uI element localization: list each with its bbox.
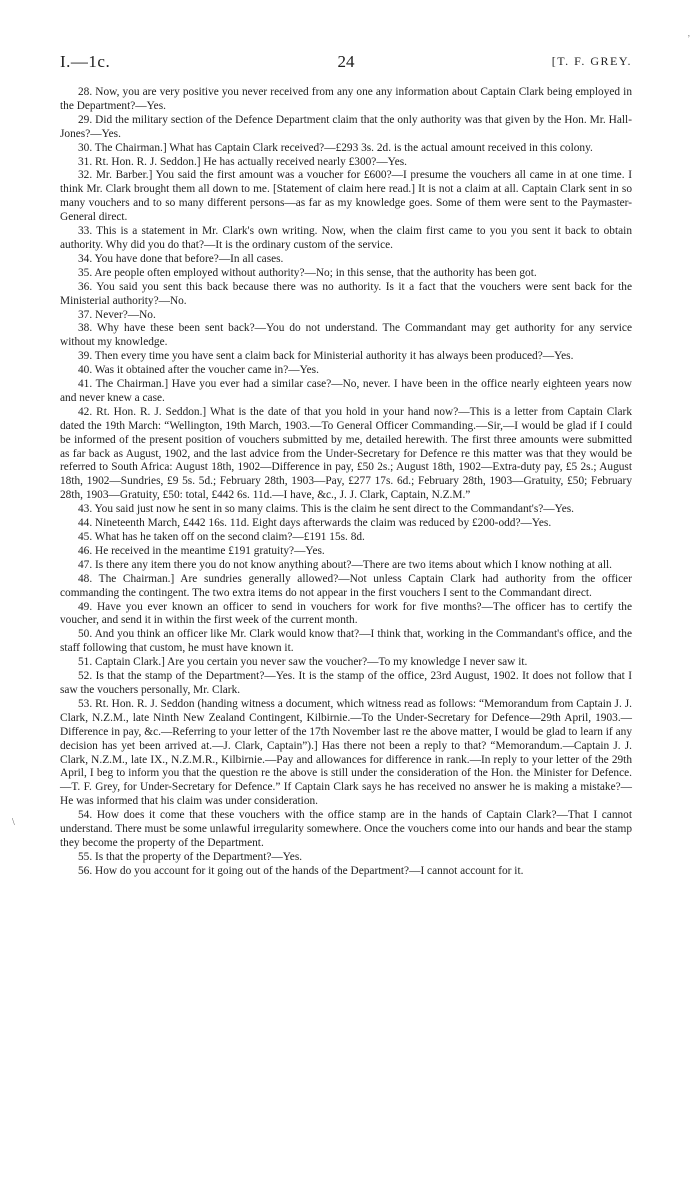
- question-36: 36. You said you sent this back because there was no authority. Is it a fact that the vouchers were sent back for the Ministerial authority?—No.: [60, 280, 632, 307]
- question-35: 35. Are people often employed without authority?—No; in this sense, that the authority has been got.: [78, 266, 537, 279]
- question-30: 30. The Chairman.] What has Captain Clark received?—£293 3s. 2d. is the actual amount received in this colony.: [78, 141, 593, 154]
- question-45: 45. What has he taken off on the second claim?—£191 15s. 8d.: [78, 531, 365, 543]
- question-39: 39. Then every time you have sent a claim back for Ministerial authority it has always been produced?—Yes.: [78, 350, 574, 363]
- question-40: 40. Was it obtained after the voucher came in?—Yes.: [78, 364, 319, 377]
- question-29: 29. Did the military section of the Defence Department claim that the only authority was that given by the Hon. Mr. Hall-Jones?—Yes.: [60, 113, 632, 140]
- question-46: 46. He received in the meantime £191 gratuity?—Yes.: [78, 544, 325, 557]
- page-number: 24: [337, 52, 355, 71]
- page-header: [60, 52, 632, 74]
- question-49: 49. Have you ever known an officer to send in vouchers for work for five months?—The officer has to certify the voucher, and send it in within the first week of the current month.: [60, 600, 632, 627]
- question-50: 50. And you think an officer like Mr. Clark would know that?—I think that, working in the Commandant's office, and the staff following that custom, he must have known it.: [60, 628, 632, 655]
- question-37: 37. Never?—No.: [78, 308, 156, 321]
- question-38: 38. Why have these been sent back?—You do not understand. The Commandant may get authority for any service without my knowledge.: [60, 322, 632, 349]
- question-44: 44. Nineteenth March, £442 16s. 11d. Eight days afterwards the claim was reduced by £200-odd?—Yes.: [78, 517, 552, 530]
- paper-reference: I.—1c.: [60, 52, 111, 71]
- question-43: 43. You said just now he sent in so many claims. This is the claim he sent direct to the Commandant's?—Yes.: [78, 503, 574, 516]
- question-56: 56. How do you account for it going out of the hands of the Department?—I cannot account for it.: [78, 864, 524, 877]
- edge-mark: \: [12, 817, 15, 828]
- question-54: 54. How does it come that these vouchers with the office stamp are in the hands of Captain Clark?—That I cannot understand. There must be some unlawful irregularity somewhere. Once the vouchers come into our hands and bear the stamp they become the property of the Department.: [60, 809, 632, 849]
- question-53: 53. Rt. Hon. R. J. Seddon (handing witness a document, which witness read as follows: “Memorandum from Captain J. J. Clark, N.Z.M., late Ninth New Zealand Contingent, Kilbirnie.—To the Under-Secretary for Defence—29th April, 1903.—Difference in pay, &c.—Referring to your letter of the 17th November last re the above matter, I would be glad to learn if any decision has yet been arrived at.—J. Clark, Captain”).] Has there not been a reply to that? “Memorandum.—Captain J. J. Clark, N.Z.M., late IX., N.Z.M.R., Kilbirnie.—Pay and allowances for difference in rank.—In reply to your letter of the 29th April, I beg to inform you that the question re the above is still under the consideration of the Hon. the Minister for Defence.—T. F. Grey, for Under-Secretary for Defence.” If Captain Clark says he has received no answer he is making a mistake?—He was informed that his claim was under consideration.: [60, 697, 632, 808]
- question-51: 51. Captain Clark.] Are you certain you never saw the voucher?—To my knowledge I never saw it.: [78, 656, 528, 669]
- question-47: 47. Is there any item there you do not know anything about?—There are two items about which I know nothing at all.: [78, 558, 612, 571]
- question-55: 55. Is that the property of the Department?—Yes.: [78, 850, 303, 863]
- question-32: 32. Mr. Barber.] You said the first amount was a voucher for £600?—I presume the vouchers all came in at one time. I think Mr. Clark brought them all down to me. [Statement of claim here read.] It is not a claim at all. Captain Clark sent in so many vouchers and to so many different persons—as far as my knowledge goes. Some of them were sent to the Paymaster-General direct.: [60, 169, 632, 224]
- witness-name: [T. F. GREY.: [551, 54, 632, 68]
- edge-mark: ,: [687, 28, 690, 38]
- question-33: 33. This is a statement in Mr. Clark's own writing. Now, when the claim first came to you you sent it back to obtain authority. Why did you do that?—It is the ordinary custom of the service.: [60, 225, 632, 251]
- minutes-of-evidence: [60, 86, 632, 879]
- question-34: 34. You have done that before?—In all cases.: [78, 252, 284, 265]
- question-42: 42. Rt. Hon. R. J. Seddon.] What is the date of that you hold in your hand now?—This is a letter from Captain Clark dated the 19th March: “Wellington, 19th March, 1903.—To General Officer Commanding.—Sir,—I would be glad if I could be informed of the present position of vouchers submitted by me, detailed herewith. The first three amounts were submitted as far back as August, 1902, and the last advice from the Under-Secretary for Defence re this matter was that they would be referred to South Africa: August 18th, 1902—Difference in pay, £50 2s.; August 18th, 1902—Extra-duty pay, £5 2s.; August 18th, 1902—Sundries, £9 5s. 5d.; February 28th, 1903—Pay, £277 17s. 6d.; February 28th, 1903—Gratuity, £50; February 28th, 1903—Gratuity, £50: total, £442 6s. 11d.—I have, &c., J. J. Clark, Captain, N.Z.M.”: [60, 405, 632, 502]
- question-28: 28. Now, you are very positive you never received from any one any information about Captain Clark being employed in the Department?—Yes.: [60, 86, 632, 112]
- question-31: 31. Rt. Hon. R. J. Seddon.] He has actually received nearly £300?—Yes.: [78, 155, 408, 168]
- question-41: 41. The Chairman.] Have you ever had a similar case?—No, never. I have been in the office nearly eighteen years now and never knew a case.: [60, 378, 632, 404]
- question-52: 52. Is that the stamp of the Department?—Yes. It is the stamp of the office, 23rd August, 1902. It does not follow that I saw the vouchers personally, Mr. Clark.: [60, 670, 632, 696]
- question-48: 48. The Chairman.] Are sundries generally allowed?—Not unless Captain Clark had authority from the officer commanding the contingent. The two extra items do not appear in the first vouchers I sent to the Commandant direct.: [60, 572, 632, 599]
